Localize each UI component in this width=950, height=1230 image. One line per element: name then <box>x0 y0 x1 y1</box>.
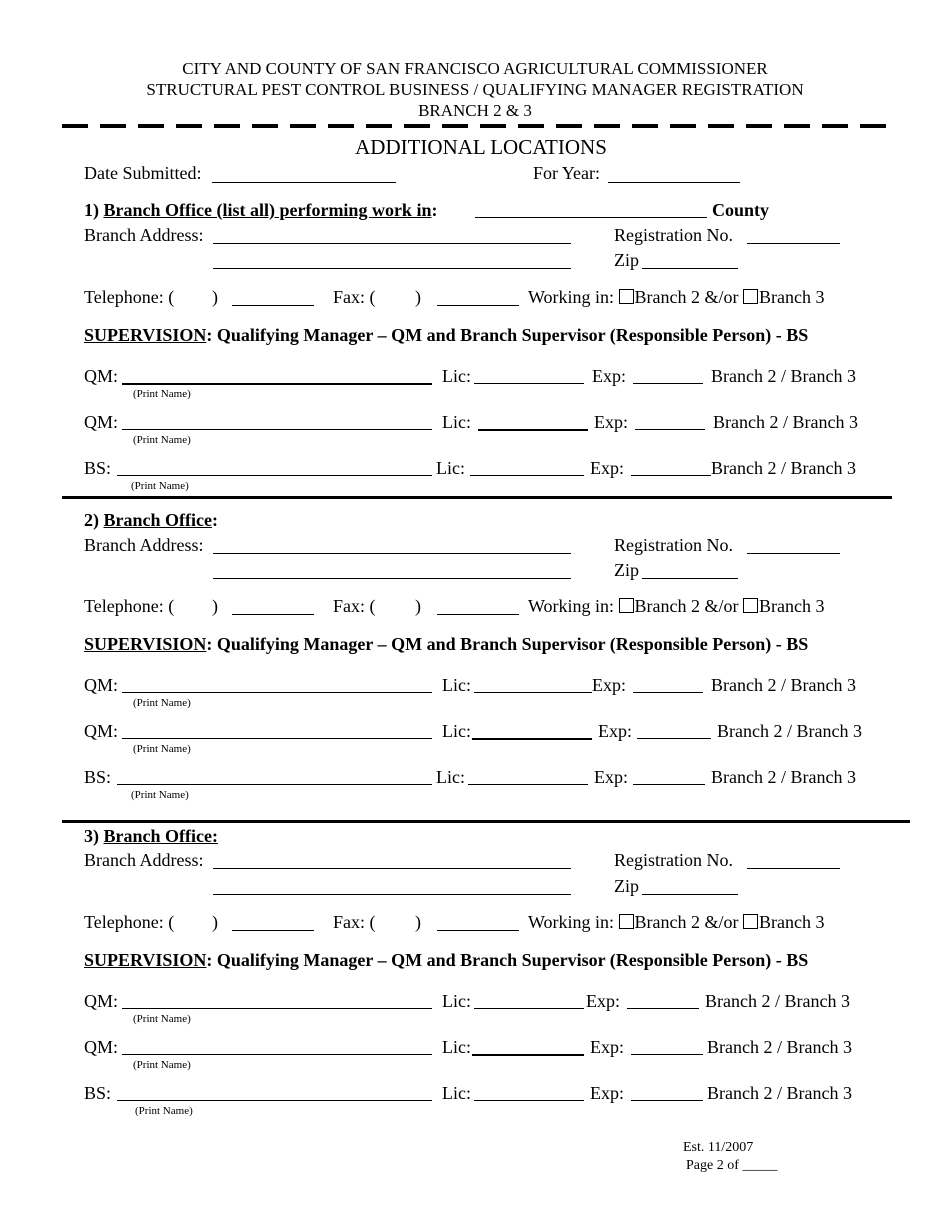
working-in-label: Working in: Branch 2 &/or Branch 3 <box>528 287 825 307</box>
fax-field[interactable] <box>437 305 519 306</box>
lic-label: Lic: <box>442 366 471 386</box>
branch-2-checkbox[interactable] <box>619 289 634 304</box>
fax-paren: ) <box>415 287 421 307</box>
telephone-label: Telephone: ( <box>84 287 175 307</box>
bs-label: BS: <box>84 458 112 478</box>
telephone-field[interactable] <box>232 614 314 615</box>
branch-address-field-1[interactable] <box>213 553 571 554</box>
exp-label: Exp: <box>594 412 628 432</box>
working-in-label: Working in: Branch 2 &/or Branch 3 <box>528 596 825 616</box>
exp-label: Exp: <box>590 1083 624 1103</box>
lic-label: Lic: <box>436 458 465 478</box>
lic-label: Lic: <box>442 991 471 1011</box>
lic-label: Lic: <box>442 675 471 695</box>
qm-name-field[interactable] <box>122 1008 432 1009</box>
branch-block-3 <box>0 626 950 1117</box>
branch-3-checkbox[interactable] <box>743 914 758 929</box>
branch-address-label: Branch Address: <box>84 850 204 870</box>
branch-address-field-2[interactable] <box>213 578 571 579</box>
exp-label: Exp: <box>594 767 628 787</box>
bs-label: BS: <box>84 767 112 787</box>
branch-choice[interactable]: Branch 2 / Branch 3 <box>711 458 856 478</box>
bs-label: BS: <box>84 1083 112 1103</box>
exp-field[interactable] <box>627 1008 699 1009</box>
branch-2-checkbox[interactable] <box>619 914 634 929</box>
fax-field[interactable] <box>437 930 519 931</box>
registration-no-field[interactable] <box>747 553 840 554</box>
registration-no-label: Registration No. <box>614 850 733 870</box>
zip-field[interactable] <box>642 268 738 269</box>
print-name-caption: (Print Name) <box>133 1059 191 1071</box>
branch-choice[interactable]: Branch 2 / Branch 3 <box>711 675 856 695</box>
branch-choice[interactable]: Branch 2 / Branch 3 <box>717 721 862 741</box>
section-title: ADDITIONAL LOCATIONS <box>355 135 607 159</box>
zip-label: Zip <box>614 560 639 580</box>
registration-no-label: Registration No. <box>614 535 733 555</box>
lic-field[interactable] <box>474 1008 584 1009</box>
fax-paren: ) <box>415 596 421 616</box>
print-name-caption: (Print Name) <box>133 1013 191 1025</box>
qm-label: QM: <box>84 1037 119 1057</box>
qm-label: QM: <box>84 991 119 1011</box>
branch-address-field-1[interactable] <box>213 868 571 869</box>
lic-label: Lic: <box>442 1083 471 1103</box>
branch-2-checkbox[interactable] <box>619 598 634 613</box>
fax-label: Fax: ( <box>333 596 376 616</box>
lic-label: Lic: <box>442 1037 471 1057</box>
print-name-caption: (Print Name) <box>131 480 189 492</box>
zip-field[interactable] <box>642 894 738 895</box>
header-line-2: STRUCTURAL PEST CONTROL BUSINESS / QUALIFYING MANAGER REGISTRATION <box>146 80 804 99</box>
lic-field[interactable] <box>472 1054 584 1056</box>
branch-heading: 3) Branch Office: <box>84 826 218 846</box>
for-year-label: For Year: <box>533 163 601 183</box>
header-line-1: CITY AND COUNTY OF SAN FRANCISCO AGRICULTURAL COMMISSIONER <box>182 59 768 78</box>
zip-label: Zip <box>614 250 639 270</box>
exp-label: Exp: <box>592 366 626 386</box>
exp-field[interactable] <box>631 1054 703 1055</box>
county-field[interactable] <box>475 217 707 218</box>
date-submitted-label: Date Submitted: <box>84 163 202 183</box>
print-name-caption: (Print Name) <box>133 743 191 755</box>
supervision-heading: SUPERVISION: Qualifying Manager – QM and Branch Supervisor (Responsible Person) - BS <box>84 634 809 654</box>
branch-choice[interactable]: Branch 2 / Branch 3 <box>713 412 858 432</box>
telephone-paren: ) <box>212 912 218 932</box>
branch-address-field-1[interactable] <box>213 243 571 244</box>
branch-choice[interactable]: Branch 2 / Branch 3 <box>707 1083 852 1103</box>
telephone-field[interactable] <box>232 930 314 931</box>
bs-name-field[interactable] <box>117 1100 432 1101</box>
qm-name-field[interactable] <box>122 1054 432 1055</box>
qm-label: QM: <box>84 675 119 695</box>
branch-choice[interactable]: Branch 2 / Branch 3 <box>711 366 856 386</box>
branch-address-label: Branch Address: <box>84 225 204 245</box>
lic-label: Lic: <box>442 721 471 741</box>
branch-choice[interactable]: Branch 2 / Branch 3 <box>707 1037 852 1057</box>
branch-3-checkbox[interactable] <box>743 598 758 613</box>
footer-page: Page 2 of _____ <box>686 1158 778 1173</box>
print-name-caption: (Print Name) <box>131 789 189 801</box>
branch-block-1 <box>0 0 950 492</box>
branch-choice[interactable]: Branch 2 / Branch 3 <box>705 991 850 1011</box>
exp-field[interactable] <box>631 1100 703 1101</box>
supervision-heading: SUPERVISION: Qualifying Manager – QM and Branch Supervisor (Responsible Person) - BS <box>84 325 809 345</box>
registration-no-field[interactable] <box>747 243 840 244</box>
branch-heading: 2) Branch Office: <box>84 510 218 530</box>
fax-label: Fax: ( <box>333 287 376 307</box>
telephone-field[interactable] <box>232 305 314 306</box>
branch-address-field-2[interactable] <box>213 268 571 269</box>
qm-label: QM: <box>84 366 119 386</box>
exp-label: Exp: <box>598 721 632 741</box>
exp-label: Exp: <box>586 991 620 1011</box>
lic-label: Lic: <box>442 412 471 432</box>
lic-label: Lic: <box>436 767 465 787</box>
zip-label: Zip <box>614 876 639 896</box>
zip-field[interactable] <box>642 578 738 579</box>
exp-label: Exp: <box>590 458 624 478</box>
fax-field[interactable] <box>437 614 519 615</box>
branch-address-field-2[interactable] <box>213 894 571 895</box>
footer-est: Est. 11/2007 <box>683 1140 754 1155</box>
header-line-3: BRANCH 2 & 3 <box>418 101 532 120</box>
working-in-label: Working in: Branch 2 &/or Branch 3 <box>528 912 825 932</box>
telephone-paren: ) <box>212 287 218 307</box>
branch-block-2 <box>0 310 950 801</box>
branch-choice[interactable]: Branch 2 / Branch 3 <box>711 767 856 787</box>
print-name-caption: (Print Name) <box>133 388 191 400</box>
supervision-heading: SUPERVISION: Qualifying Manager – QM and Branch Supervisor (Responsible Person) - BS <box>84 950 809 970</box>
qm-label: QM: <box>84 721 119 741</box>
exp-label: Exp: <box>590 1037 624 1057</box>
branch-3-checkbox[interactable] <box>743 289 758 304</box>
registration-no-label: Registration No. <box>614 225 733 245</box>
telephone-paren: ) <box>212 596 218 616</box>
branch-heading: 1) Branch Office (list all) performing work in: <box>84 200 438 220</box>
branch-address-label: Branch Address: <box>84 535 204 555</box>
county-label: County <box>712 200 770 220</box>
fax-paren: ) <box>415 912 421 932</box>
print-name-caption: (Print Name) <box>133 434 191 446</box>
registration-no-field[interactable] <box>747 868 840 869</box>
fax-label: Fax: ( <box>333 912 376 932</box>
telephone-label: Telephone: ( <box>84 912 175 932</box>
qm-label: QM: <box>84 412 119 432</box>
exp-label: Exp: <box>592 675 626 695</box>
lic-field[interactable] <box>474 1100 584 1101</box>
print-name-caption: (Print Name) <box>135 1105 193 1117</box>
telephone-label: Telephone: ( <box>84 596 175 616</box>
print-name-caption: (Print Name) <box>133 697 191 709</box>
